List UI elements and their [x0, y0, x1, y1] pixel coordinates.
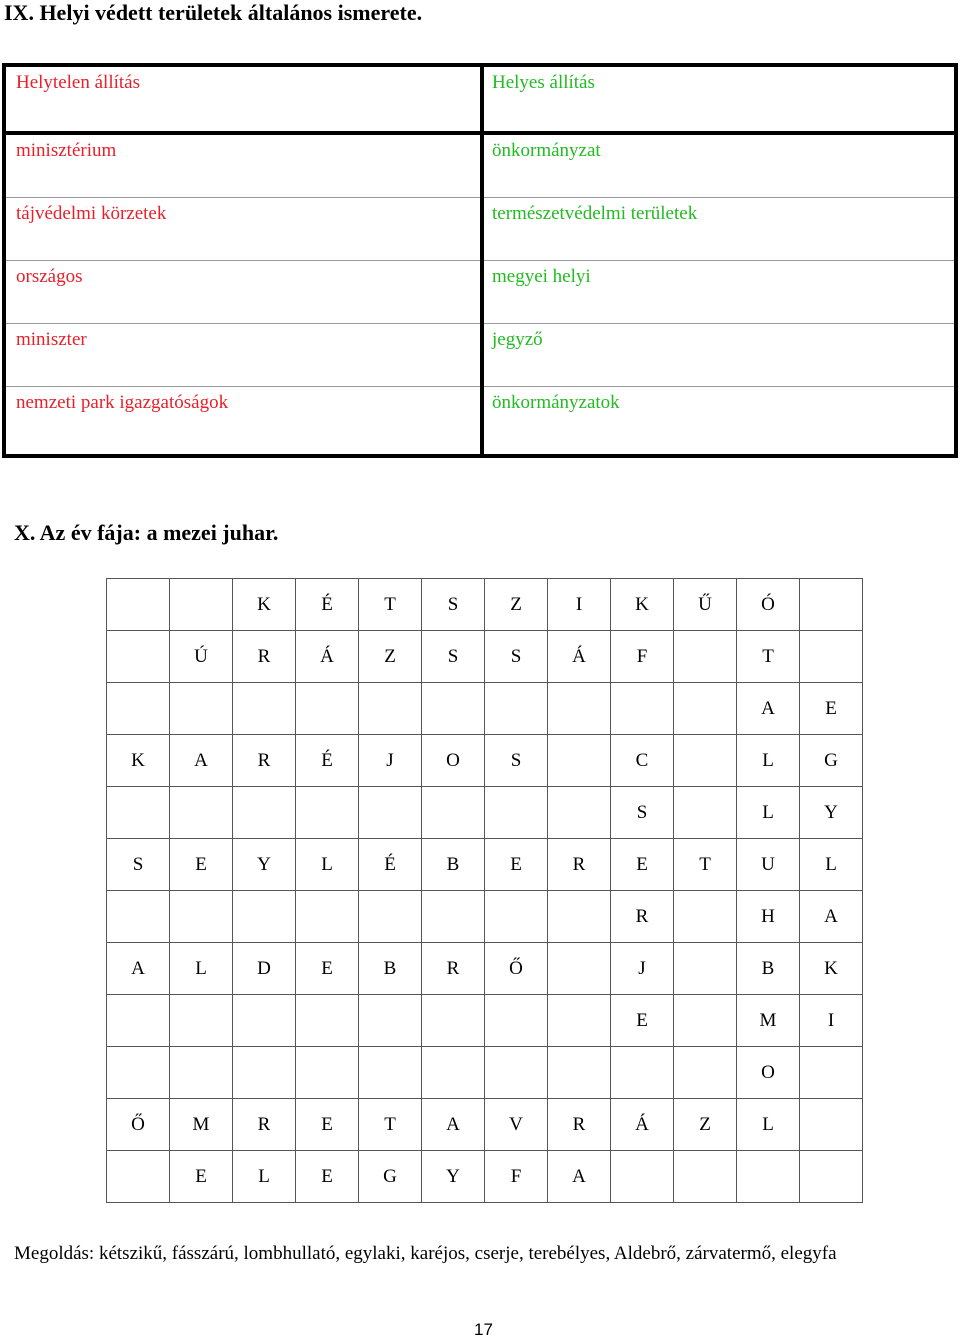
puzzle-cell: O — [737, 1047, 800, 1099]
puzzle-cell — [548, 943, 611, 995]
puzzle-cell — [107, 891, 170, 943]
puzzle-cell: M — [170, 1099, 233, 1151]
puzzle-cell: Y — [422, 1151, 485, 1203]
puzzle-cell: L — [170, 943, 233, 995]
puzzle-cell: J — [611, 943, 674, 995]
puzzle-cell: S — [422, 631, 485, 683]
puzzle-cell: D — [233, 943, 296, 995]
puzzle-cell: S — [422, 579, 485, 631]
puzzle-cell — [359, 891, 422, 943]
puzzle-cell: E — [170, 1151, 233, 1203]
puzzle-cell — [107, 579, 170, 631]
puzzle-cell — [296, 787, 359, 839]
puzzle-cell: R — [548, 1099, 611, 1151]
puzzle-cell — [674, 1151, 737, 1203]
puzzle-cell: Á — [548, 631, 611, 683]
puzzle-cell: E — [296, 1099, 359, 1151]
correct-item: önkormányzat — [484, 135, 954, 198]
incorrect-item: tájvédelmi körzetek — [6, 198, 480, 261]
puzzle-row — [107, 1047, 863, 1099]
puzzle-cell — [611, 1151, 674, 1203]
correct-column — [484, 67, 954, 454]
puzzle-cell: R — [233, 631, 296, 683]
puzzle-cell: E — [170, 839, 233, 891]
puzzle-cell: L — [296, 839, 359, 891]
puzzle-row — [107, 579, 863, 631]
puzzle-cell: A — [800, 891, 863, 943]
puzzle-cell: E — [611, 839, 674, 891]
puzzle-cell — [674, 891, 737, 943]
puzzle-cell: L — [737, 735, 800, 787]
puzzle-cell — [674, 683, 737, 735]
puzzle-cell: E — [296, 1151, 359, 1203]
puzzle-cell: Ó — [737, 579, 800, 631]
puzzle-cell: R — [233, 1099, 296, 1151]
puzzle-cell — [674, 735, 737, 787]
puzzle-cell — [170, 891, 233, 943]
puzzle-cell — [674, 787, 737, 839]
puzzle-cell: I — [548, 579, 611, 631]
puzzle-cell — [296, 683, 359, 735]
puzzle-cell — [422, 683, 485, 735]
puzzle-cell: K — [233, 579, 296, 631]
puzzle-cell: E — [800, 683, 863, 735]
puzzle-cell: U — [737, 839, 800, 891]
puzzle-row — [107, 683, 863, 735]
puzzle-row — [107, 1151, 863, 1203]
puzzle-row — [107, 787, 863, 839]
puzzle-cell — [170, 579, 233, 631]
puzzle-cell — [485, 1047, 548, 1099]
puzzle-cell — [674, 943, 737, 995]
incorrect-item: nemzeti park igazgatóságok — [16, 392, 229, 413]
puzzle-cell: T — [359, 1099, 422, 1151]
puzzle-cell — [422, 891, 485, 943]
puzzle-cell: E — [296, 943, 359, 995]
puzzle-cell — [800, 1047, 863, 1099]
puzzle-cell: Z — [359, 631, 422, 683]
puzzle-cell — [107, 1047, 170, 1099]
puzzle-cell: B — [359, 943, 422, 995]
puzzle-cell: M — [737, 995, 800, 1047]
puzzle-cell: É — [296, 579, 359, 631]
puzzle-cell: E — [611, 995, 674, 1047]
puzzle-cell — [674, 631, 737, 683]
solution-text: Megoldás: kétszikű, fásszárú, lombhullató, egylaki, karéjos, cserje, terebélyes, Aldebrő, zárvatermő, elegyfa — [14, 1243, 837, 1264]
page-number: 17 — [474, 1320, 493, 1339]
puzzle-cell: Z — [485, 579, 548, 631]
puzzle-cell — [674, 995, 737, 1047]
puzzle-cell: S — [485, 631, 548, 683]
puzzle-cell: F — [485, 1151, 548, 1203]
puzzle-row — [107, 1099, 863, 1151]
puzzle-cell: Á — [296, 631, 359, 683]
puzzle-cell — [233, 995, 296, 1047]
puzzle-cell — [548, 995, 611, 1047]
puzzle-cell — [170, 1047, 233, 1099]
correct-item: jegyző — [484, 324, 954, 387]
puzzle-cell: L — [800, 839, 863, 891]
puzzle-cell — [422, 1047, 485, 1099]
puzzle-cell: O — [422, 735, 485, 787]
puzzle-cell — [233, 1047, 296, 1099]
incorrect-column — [6, 67, 480, 454]
puzzle-cell — [485, 787, 548, 839]
puzzle-row — [107, 735, 863, 787]
puzzle-cell — [611, 1047, 674, 1099]
puzzle-cell — [548, 891, 611, 943]
puzzle-cell: B — [737, 943, 800, 995]
puzzle-cell — [422, 995, 485, 1047]
puzzle-cell — [800, 631, 863, 683]
word-puzzle-grid — [106, 578, 863, 1203]
puzzle-cell — [107, 995, 170, 1047]
puzzle-cell — [107, 787, 170, 839]
puzzle-cell — [170, 995, 233, 1047]
puzzle-cell: I — [800, 995, 863, 1047]
puzzle-cell — [548, 735, 611, 787]
puzzle-cell — [107, 1151, 170, 1203]
puzzle-cell: Z — [674, 1099, 737, 1151]
puzzle-cell: C — [611, 735, 674, 787]
puzzle-cell: Ű — [674, 579, 737, 631]
puzzle-cell: K — [611, 579, 674, 631]
puzzle-cell — [485, 995, 548, 1047]
puzzle-cell: H — [737, 891, 800, 943]
puzzle-cell: T — [359, 579, 422, 631]
puzzle-cell — [359, 995, 422, 1047]
puzzle-cell: E — [485, 839, 548, 891]
puzzle-cell — [233, 683, 296, 735]
puzzle-cell — [485, 891, 548, 943]
puzzle-cell: G — [800, 735, 863, 787]
puzzle-cell: Ő — [485, 943, 548, 995]
puzzle-cell: Ő — [107, 1099, 170, 1151]
puzzle-cell: K — [800, 943, 863, 995]
puzzle-cell: R — [233, 735, 296, 787]
puzzle-cell: L — [737, 787, 800, 839]
puzzle-cell — [296, 891, 359, 943]
puzzle-cell: S — [611, 787, 674, 839]
incorrect-item: miniszter — [6, 324, 480, 387]
puzzle-cell: G — [359, 1151, 422, 1203]
section-x-heading: X. Az év fája: a mezei juhar. — [14, 520, 279, 545]
puzzle-cell: R — [548, 839, 611, 891]
puzzle-cell: F — [611, 631, 674, 683]
puzzle-cell — [296, 1047, 359, 1099]
puzzle-cell: A — [107, 943, 170, 995]
puzzle-cell: É — [296, 735, 359, 787]
puzzle-cell: V — [485, 1099, 548, 1151]
puzzle-cell: A — [170, 735, 233, 787]
puzzle-cell — [233, 891, 296, 943]
puzzle-cell: L — [737, 1099, 800, 1151]
puzzle-cell — [422, 787, 485, 839]
puzzle-cell: Y — [233, 839, 296, 891]
correct-item: természetvédelmi területek — [484, 198, 954, 261]
puzzle-cell: A — [737, 683, 800, 735]
puzzle-cell: B — [422, 839, 485, 891]
puzzle-cell: R — [422, 943, 485, 995]
puzzle-cell — [107, 683, 170, 735]
puzzle-cell: T — [737, 631, 800, 683]
statement-table — [2, 63, 958, 458]
puzzle-cell — [107, 631, 170, 683]
puzzle-cell — [548, 787, 611, 839]
incorrect-item: minisztérium — [6, 135, 480, 198]
puzzle-cell: Ú — [170, 631, 233, 683]
puzzle-cell: K — [107, 735, 170, 787]
incorrect-header: Helytelen állítás — [6, 67, 480, 135]
puzzle-cell — [170, 787, 233, 839]
puzzle-cell — [170, 683, 233, 735]
puzzle-cell: É — [359, 839, 422, 891]
puzzle-cell: R — [611, 891, 674, 943]
puzzle-cell: T — [674, 839, 737, 891]
puzzle-cell — [800, 1099, 863, 1151]
puzzle-cell — [800, 579, 863, 631]
incorrect-item: országos — [6, 261, 480, 324]
puzzle-cell — [611, 683, 674, 735]
puzzle-cell — [485, 683, 548, 735]
puzzle-row — [107, 995, 863, 1047]
puzzle-row — [107, 631, 863, 683]
puzzle-cell — [359, 683, 422, 735]
puzzle-cell: A — [548, 1151, 611, 1203]
correct-item: megyei helyi — [484, 261, 954, 324]
puzzle-cell: J — [359, 735, 422, 787]
puzzle-row — [107, 839, 863, 891]
puzzle-cell — [800, 1151, 863, 1203]
puzzle-cell — [359, 1047, 422, 1099]
puzzle-cell: S — [107, 839, 170, 891]
correct-header: Helyes állítás — [484, 67, 954, 135]
puzzle-cell — [548, 683, 611, 735]
puzzle-cell — [359, 787, 422, 839]
section-ix-heading: IX. Helyi védett területek általános ismerete. — [4, 0, 423, 25]
puzzle-cell: Á — [611, 1099, 674, 1151]
puzzle-cell: S — [485, 735, 548, 787]
puzzle-row — [107, 943, 863, 995]
puzzle-cell: A — [422, 1099, 485, 1151]
correct-item: önkormányzatok — [492, 392, 620, 413]
puzzle-row — [107, 891, 863, 943]
puzzle-cell — [296, 995, 359, 1047]
puzzle-cell: Y — [800, 787, 863, 839]
puzzle-cell: L — [233, 1151, 296, 1203]
puzzle-cell — [548, 1047, 611, 1099]
puzzle-cell — [737, 1151, 800, 1203]
puzzle-cell — [674, 1047, 737, 1099]
puzzle-cell — [233, 787, 296, 839]
